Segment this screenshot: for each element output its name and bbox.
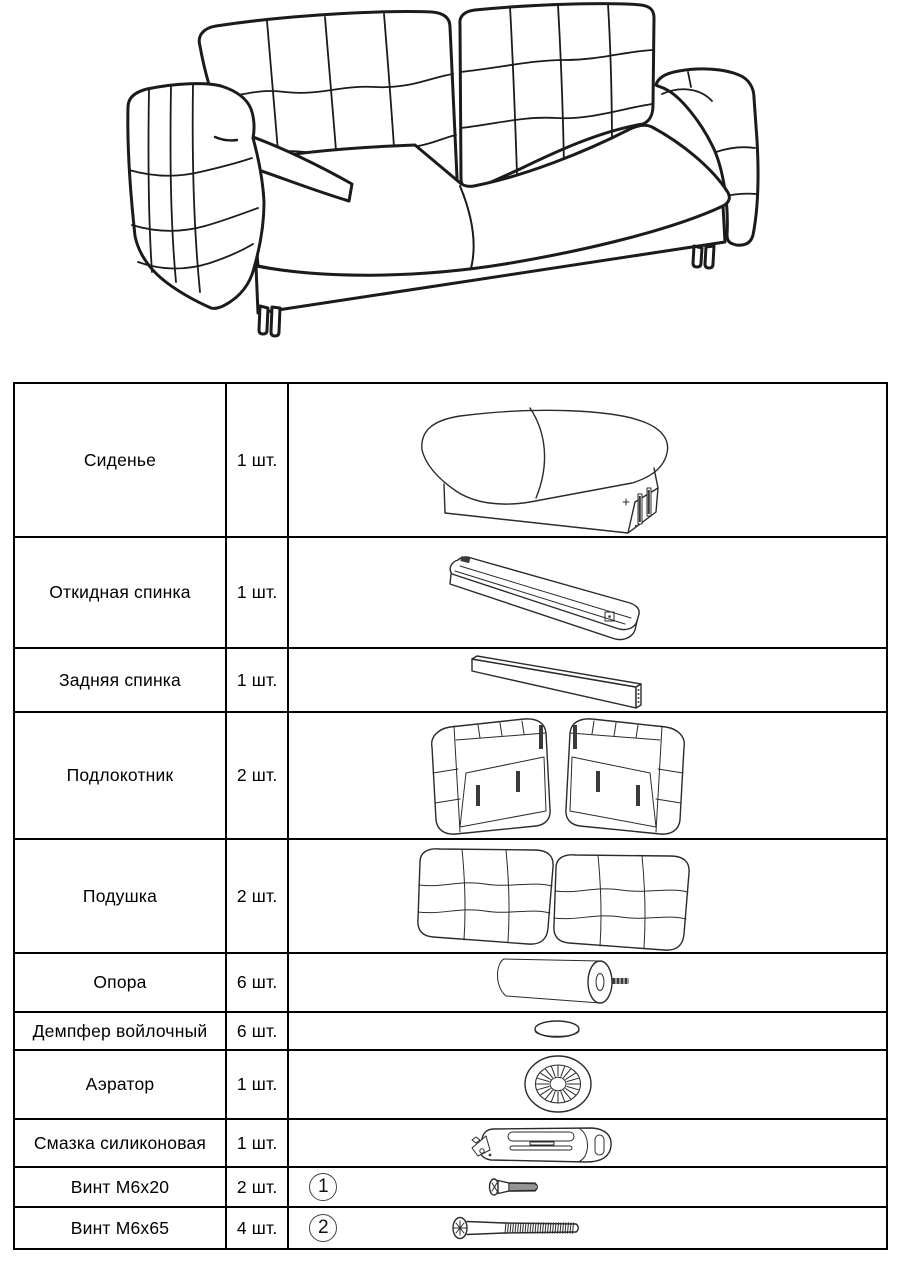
aerator-illustration xyxy=(289,1051,886,1118)
part-qty: 1 шт. xyxy=(236,582,278,602)
part-qty: 6 шт. xyxy=(236,972,278,992)
part-name: Подлокотник xyxy=(66,765,174,785)
part-name: Подушка xyxy=(82,885,158,906)
part-qty: 2 шт. xyxy=(236,1176,278,1197)
part-name: Задняя спинка xyxy=(58,669,181,690)
table-row xyxy=(14,1050,887,1119)
part-qty: 6 шт. xyxy=(236,1020,278,1041)
part-qty: 1 шт. xyxy=(236,1132,278,1153)
part-qty: 2 шт. xyxy=(236,885,278,906)
table-row xyxy=(14,1119,887,1167)
part-name: Демпфер войлочный xyxy=(32,1020,208,1041)
table-row xyxy=(14,839,887,953)
step-marker: 2 xyxy=(309,1214,337,1242)
sofa-right-leg xyxy=(693,246,714,268)
part-qty: 1 шт. xyxy=(236,449,278,470)
table-row xyxy=(14,383,887,537)
parts-table xyxy=(13,382,888,1250)
silicone-grease-illustration xyxy=(289,1120,886,1166)
felt-damper-illustration xyxy=(289,1013,886,1049)
table-row xyxy=(14,712,887,839)
table-row xyxy=(14,537,887,648)
table-row xyxy=(14,1012,887,1050)
part-name: Опора xyxy=(93,972,147,992)
part-qty: 1 шт. xyxy=(236,1074,278,1094)
screw-m6x20-illustration xyxy=(289,1168,886,1206)
part-qty: 2 шт. xyxy=(236,765,278,785)
table-row xyxy=(14,1167,887,1207)
leg-illustration xyxy=(289,954,886,1011)
part-name: Винт М6х20 xyxy=(70,1176,170,1197)
cushion-illustration xyxy=(289,840,886,952)
part-qty: 1 шт. xyxy=(236,669,278,690)
part-name: Винт М6х65 xyxy=(70,1217,170,1238)
rear-backrest-illustration xyxy=(289,649,886,711)
sofa-illustration-svg xyxy=(0,0,900,370)
armrest-illustration xyxy=(289,713,886,838)
folding-backrest-illustration xyxy=(289,538,886,647)
part-name: Смазка силиконовая xyxy=(33,1132,207,1153)
seat-illustration xyxy=(289,384,886,536)
table-row xyxy=(14,953,887,1012)
sofa-line-drawing xyxy=(0,0,900,370)
step-marker: 1 xyxy=(309,1173,337,1201)
part-name: Аэратор xyxy=(85,1074,155,1094)
part-qty: 4 шт. xyxy=(236,1217,278,1238)
part-name: Сиденье xyxy=(83,449,157,470)
table-row xyxy=(14,648,887,712)
table-row xyxy=(14,1207,887,1249)
part-name: Откидная спинка xyxy=(49,582,191,602)
screw-m6x65-illustration xyxy=(289,1208,886,1248)
